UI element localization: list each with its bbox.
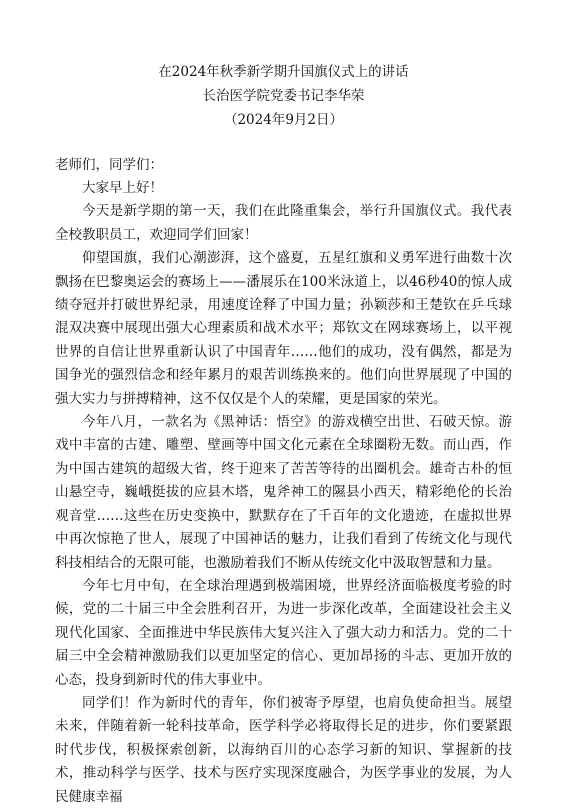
speech-title: 在2024年秋季新学期升国旗仪式上的讲话	[158, 64, 409, 80]
speech-body	[55, 177, 512, 809]
paragraph: 仰望国旗，我们心潮澎湃，这个盛夏，五星红旗和义勇军进行曲数十次飘扬在巴黎奥运会的赛场上——潘展乐在100米泳道上，以46秒40的惊人成绩夺冠并打破世界纪录，用速度诠释了中国力量；孙颖莎和王楚钦在乒乓球混双决赛中展现出强大心理素质和战术水平；郑钦文在网球赛场上，以平视世界的自信让世界重新认识了中国青年……他们的成功，没有偶然，都是为国争光的强烈信念和经年累月的艰苦训练换来的。他们向世界展现了中国的强大实力与拼搏精神，这不仅仅是个人的荣耀，更是国家的荣光。	[55, 250, 512, 407]
speaker-name: 长治医学院党委书记李华荣	[202, 88, 365, 104]
paragraph: 今年八月，一款名为《黑神话：悟空》的游戏横空出世、石破天惊。游戏中丰富的古建、雕塑、壁画等中国文化元素在全球圈粉无数。而山西，作为中国古建筑的超级大省，终于迎来了苦苦等待的出圈机会。雄奇古朴的恒山悬空寺，巍峨挺拔的应县木塔，鬼斧神工的隰县小西天，精彩绝伦的长治观音堂……这些在历史变换中，默默存在了千百年的文化遗迹，在虚拟世界中再次惊艳了世人，展现了中国神话的魅力，让我们看到了传统文化与现代科技相结合的无限可能，也激励着我们不断从传统文化中汲取智慧和力量。	[55, 414, 512, 571]
paragraph: 大家早上好！	[82, 180, 163, 196]
paragraph: 同学们！作为新时代的青年，你们被寄予厚望，也肩负使命担当。展望未来，伴随着新一轮科技革命，医学科学必将取得长足的进步，你们要紧跟时代步伐，积极探索创新，以海纳百川的心态学习新的知识、掌握新的技术，推动科学与医学、技术与医疗实现深度融合，为医学事业的发展，为人民健康幸福	[55, 694, 512, 805]
salutation: 老师们，同学们：	[55, 157, 163, 173]
title-block	[55, 60, 512, 132]
paragraph: 今年七月中旬，在全球治理遇到极端困境，世界经济面临极度考验的时候，党的二十届三中全会胜利召开，为进一步深化改革，全面建设社会主义现代化国家、全面推进中华民族伟大复兴注入了强大动力和活力。党的二十届三中全会精神激励我们以更加坚定的信心、更加昂扬的斗志、更加开放的心态，投身到新时代的伟大事业中。	[55, 577, 512, 688]
paragraph: 今天是新学期的第一天，我们在此隆重集会，举行升国旗仪式。我代表全校教职员工，欢迎同学们回家！	[55, 203, 512, 243]
speech-date: （2024年9月2日）	[223, 112, 344, 128]
